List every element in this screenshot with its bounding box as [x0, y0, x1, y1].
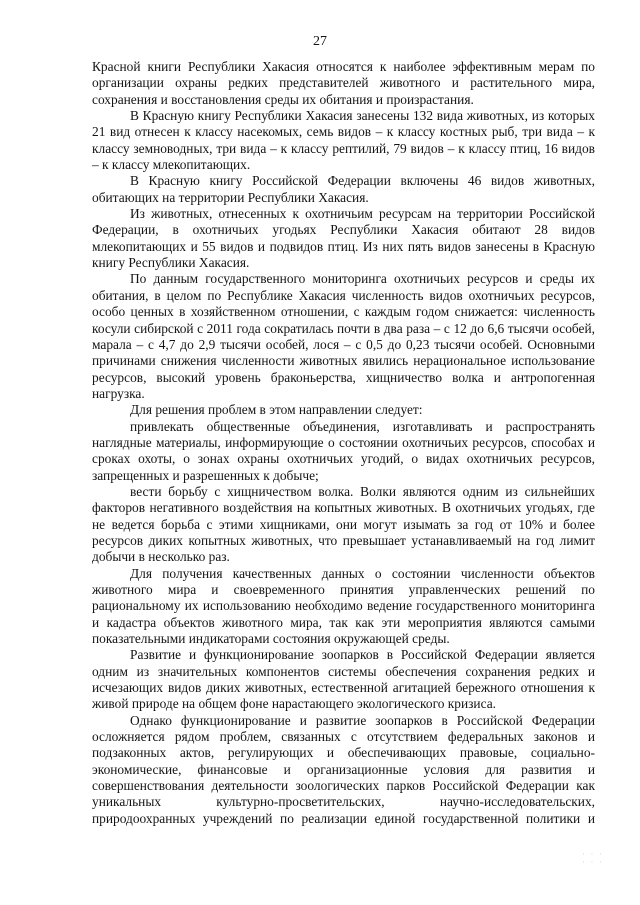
- scan-specks-decoration: · · · · · ·: [582, 850, 604, 867]
- paragraph: вести борьбу с хищничеством волка. Волки являются одним из сильнейших факторов негативного воздействия на копытных животных. В охотничьих угодьях, где не ведется борьба с этими хищниками, они могут изымать за год от 10% и более ресурсов диких копытных животных, что превышает устанавливаемый на год лимит добычи в несколько раз.: [92, 483, 595, 565]
- paragraph: Однако функционирование и развитие зоопарков в Российской Федерации осложняется рядом проблем, связанных с отсутствием федеральных законов и подзаконных актов, регулирующих и обеспечивающих правовые, социально-экономические, финансовые и организационные условия для развития и совершенствования деятельности зоологических парков Российской Федерации как уникальных культурно-просветительских, научно-исследовательских, природоохранных учреждений по реализации единой государственной политики и: [92, 712, 595, 826]
- paragraph: В Красную книгу Российской Федерации включены 46 видов животных, обитающих на территории Республики Хакасия.: [92, 173, 595, 205]
- paragraph: В Красную книгу Республики Хакасия занесены 132 вида животных, из которых 21 вид отнесен к классу насекомых, семь видов – к классу костных рыб, три вида – к классу земноводных, три вида – к классу рептилий, 79 видов – к классу птиц, 16 видов – к классу млекопитающих.: [92, 108, 595, 173]
- paragraph: Развитие и функционирование зоопарков в Российской Федерации является одним из значительных компонентов системы обеспечения сохранения редких и исчезающих видов диких животных, естественной агитацией бережного отношения к живой природе на общем фоне нарастающего экологического кризиса.: [92, 647, 595, 712]
- paragraph: Из животных, отнесенных к охотничьим ресурсам на территории Российской Федерации, в охотничьих угодьях Республики Хакасия обитают 28 видов млекопитающих и 55 видов и подвидов птиц. Из них пять видов занесены в Красную книгу Республики Хакасия.: [92, 206, 595, 271]
- paragraph: Для решения проблем в этом направлении следует:: [130, 402, 423, 418]
- paragraph: Для получения качественных данных о состоянии численности объектов животного мира и своевременного принятия управленческих решений по рациональному их использованию необходимо ведение государственного мониторинга и кадастра объектов животного мира, так как эти мероприятия являются самыми показательными индикаторами состояния окружающей среды.: [92, 565, 595, 647]
- paragraph: По данным государственного мониторинга охотничьих ресурсов и среды их обитания, в целом по Республике Хакасия численность видов охотничьих ресурсов, особо ценных в хозяйственном отношении, с каждым годом снижается: численность косули сибирской с 2011 года сократилась почти в два раза – с 12 до 6,6 тысячи особей, марала – с 4,7 до 2,9 тысячи особей, лося – с 0,5 до 0,23 тысячи особей. Основными причинами снижения численности животных явились нерациональное использование ресурсов, высокий уровень браконьерства, хищничество волка и антропогенная нагрузка.: [92, 271, 595, 401]
- paragraph: Красной книги Республики Хакасия относятся к наиболее эффективным мерам по организации охраны редких представителей животного и растительного мира, сохранения и восстановления среды их обитания и произрастания.: [92, 59, 595, 107]
- page-body: [92, 59, 595, 827]
- page-number: 27: [313, 34, 327, 49]
- paragraph: привлекать общественные объединения, изготавливать и распространять наглядные материалы, информирующие о состоянии охотничьих ресурсов, способах и сроках охоты, о зонах охраны охотничьих угодий, о видах охотничьих ресурсов, запрещенных и разрешенных к добыче;: [92, 418, 595, 483]
